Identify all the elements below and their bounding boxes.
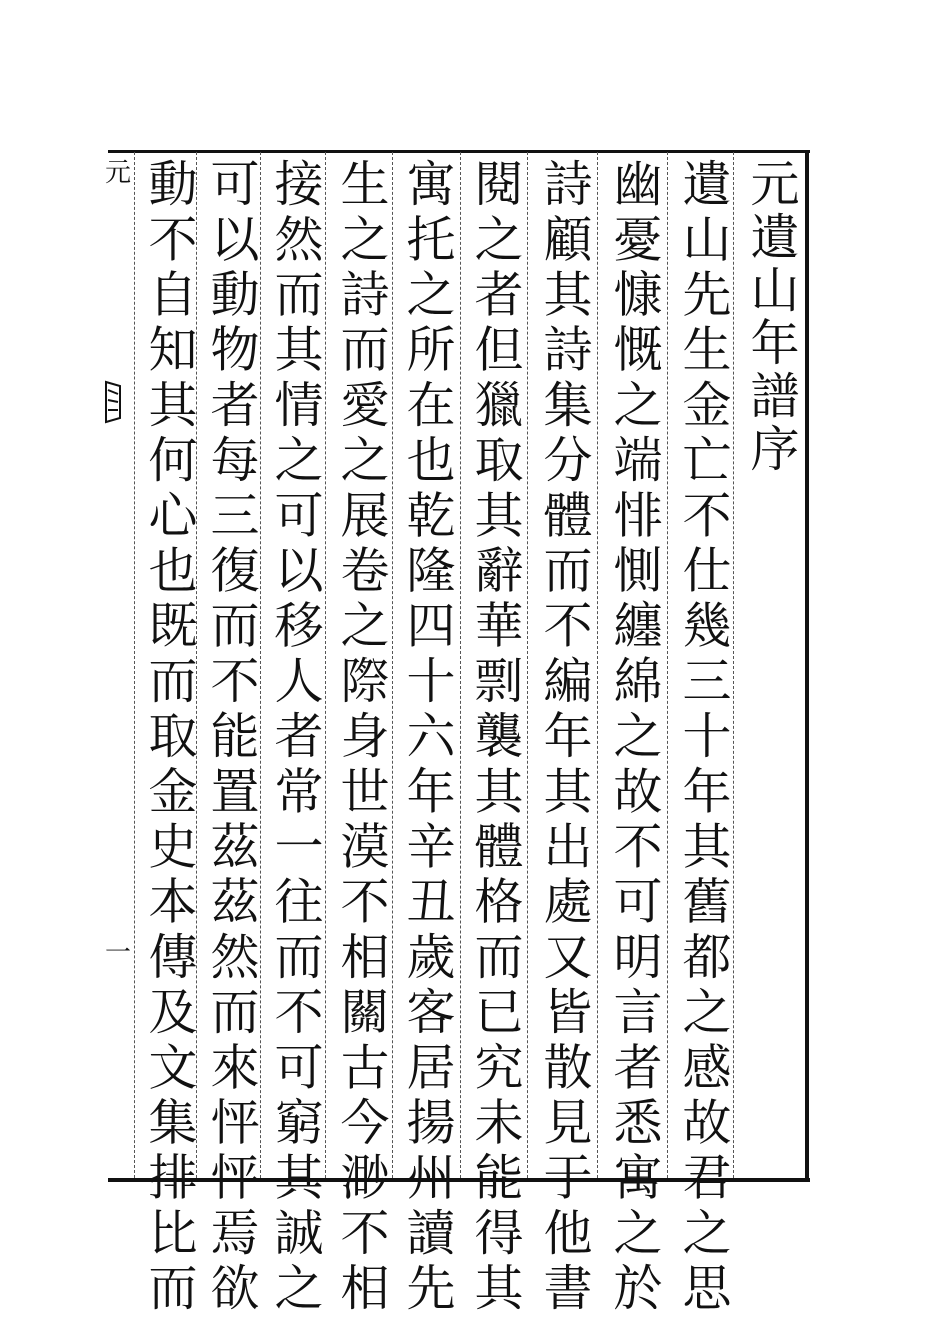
column-rule bbox=[260, 152, 261, 1178]
column-rule bbox=[527, 152, 528, 1178]
text-column-8: 可以動物者每三復而不能置茲茲然而來怦怦焉欲 bbox=[203, 158, 260, 1317]
text-column-9: 動不自知其何心也既而取金史本傳及文集排比而 bbox=[141, 158, 198, 1317]
column-rule bbox=[134, 152, 135, 1178]
frame-right-rule bbox=[805, 150, 809, 1182]
frame-top-rule bbox=[108, 150, 810, 153]
text-column-4: 閱之者但獵取其辭華剽襲其體格而已究未能得其 bbox=[467, 158, 524, 1317]
column-rule bbox=[460, 152, 461, 1178]
fish-tail-mark-icon bbox=[104, 380, 122, 424]
column-rule bbox=[733, 152, 734, 1178]
page-title: 元遺山年譜序 bbox=[743, 158, 800, 476]
text-column-3: 詩顧其詩集分體而不編年其出處又皆散見于他書 bbox=[536, 158, 593, 1317]
column-rule bbox=[325, 152, 326, 1178]
margin-book-title: 元 bbox=[105, 158, 132, 188]
text-column-2: 幽憂慷慨之端悱惻纏綿之故不可明言者悉寓之於 bbox=[606, 158, 663, 1317]
page-number: 一 bbox=[105, 938, 132, 968]
column-rule bbox=[597, 152, 598, 1178]
text-column-5: 寓托之所在也乾隆四十六年辛丑歲客居揚州讀先 bbox=[399, 158, 456, 1317]
text-column-6: 生之詩而愛之展卷之際身世漠不相關古今渺不相 bbox=[333, 158, 390, 1317]
text-column-1: 遺山先生金亡不仕幾三十年其舊都之感故君之思 bbox=[675, 158, 732, 1317]
text-column-7: 接然而其情之可以移人者常一往而不可窮其誠之 bbox=[267, 158, 324, 1317]
column-rule bbox=[667, 152, 668, 1178]
column-rule bbox=[392, 152, 393, 1178]
